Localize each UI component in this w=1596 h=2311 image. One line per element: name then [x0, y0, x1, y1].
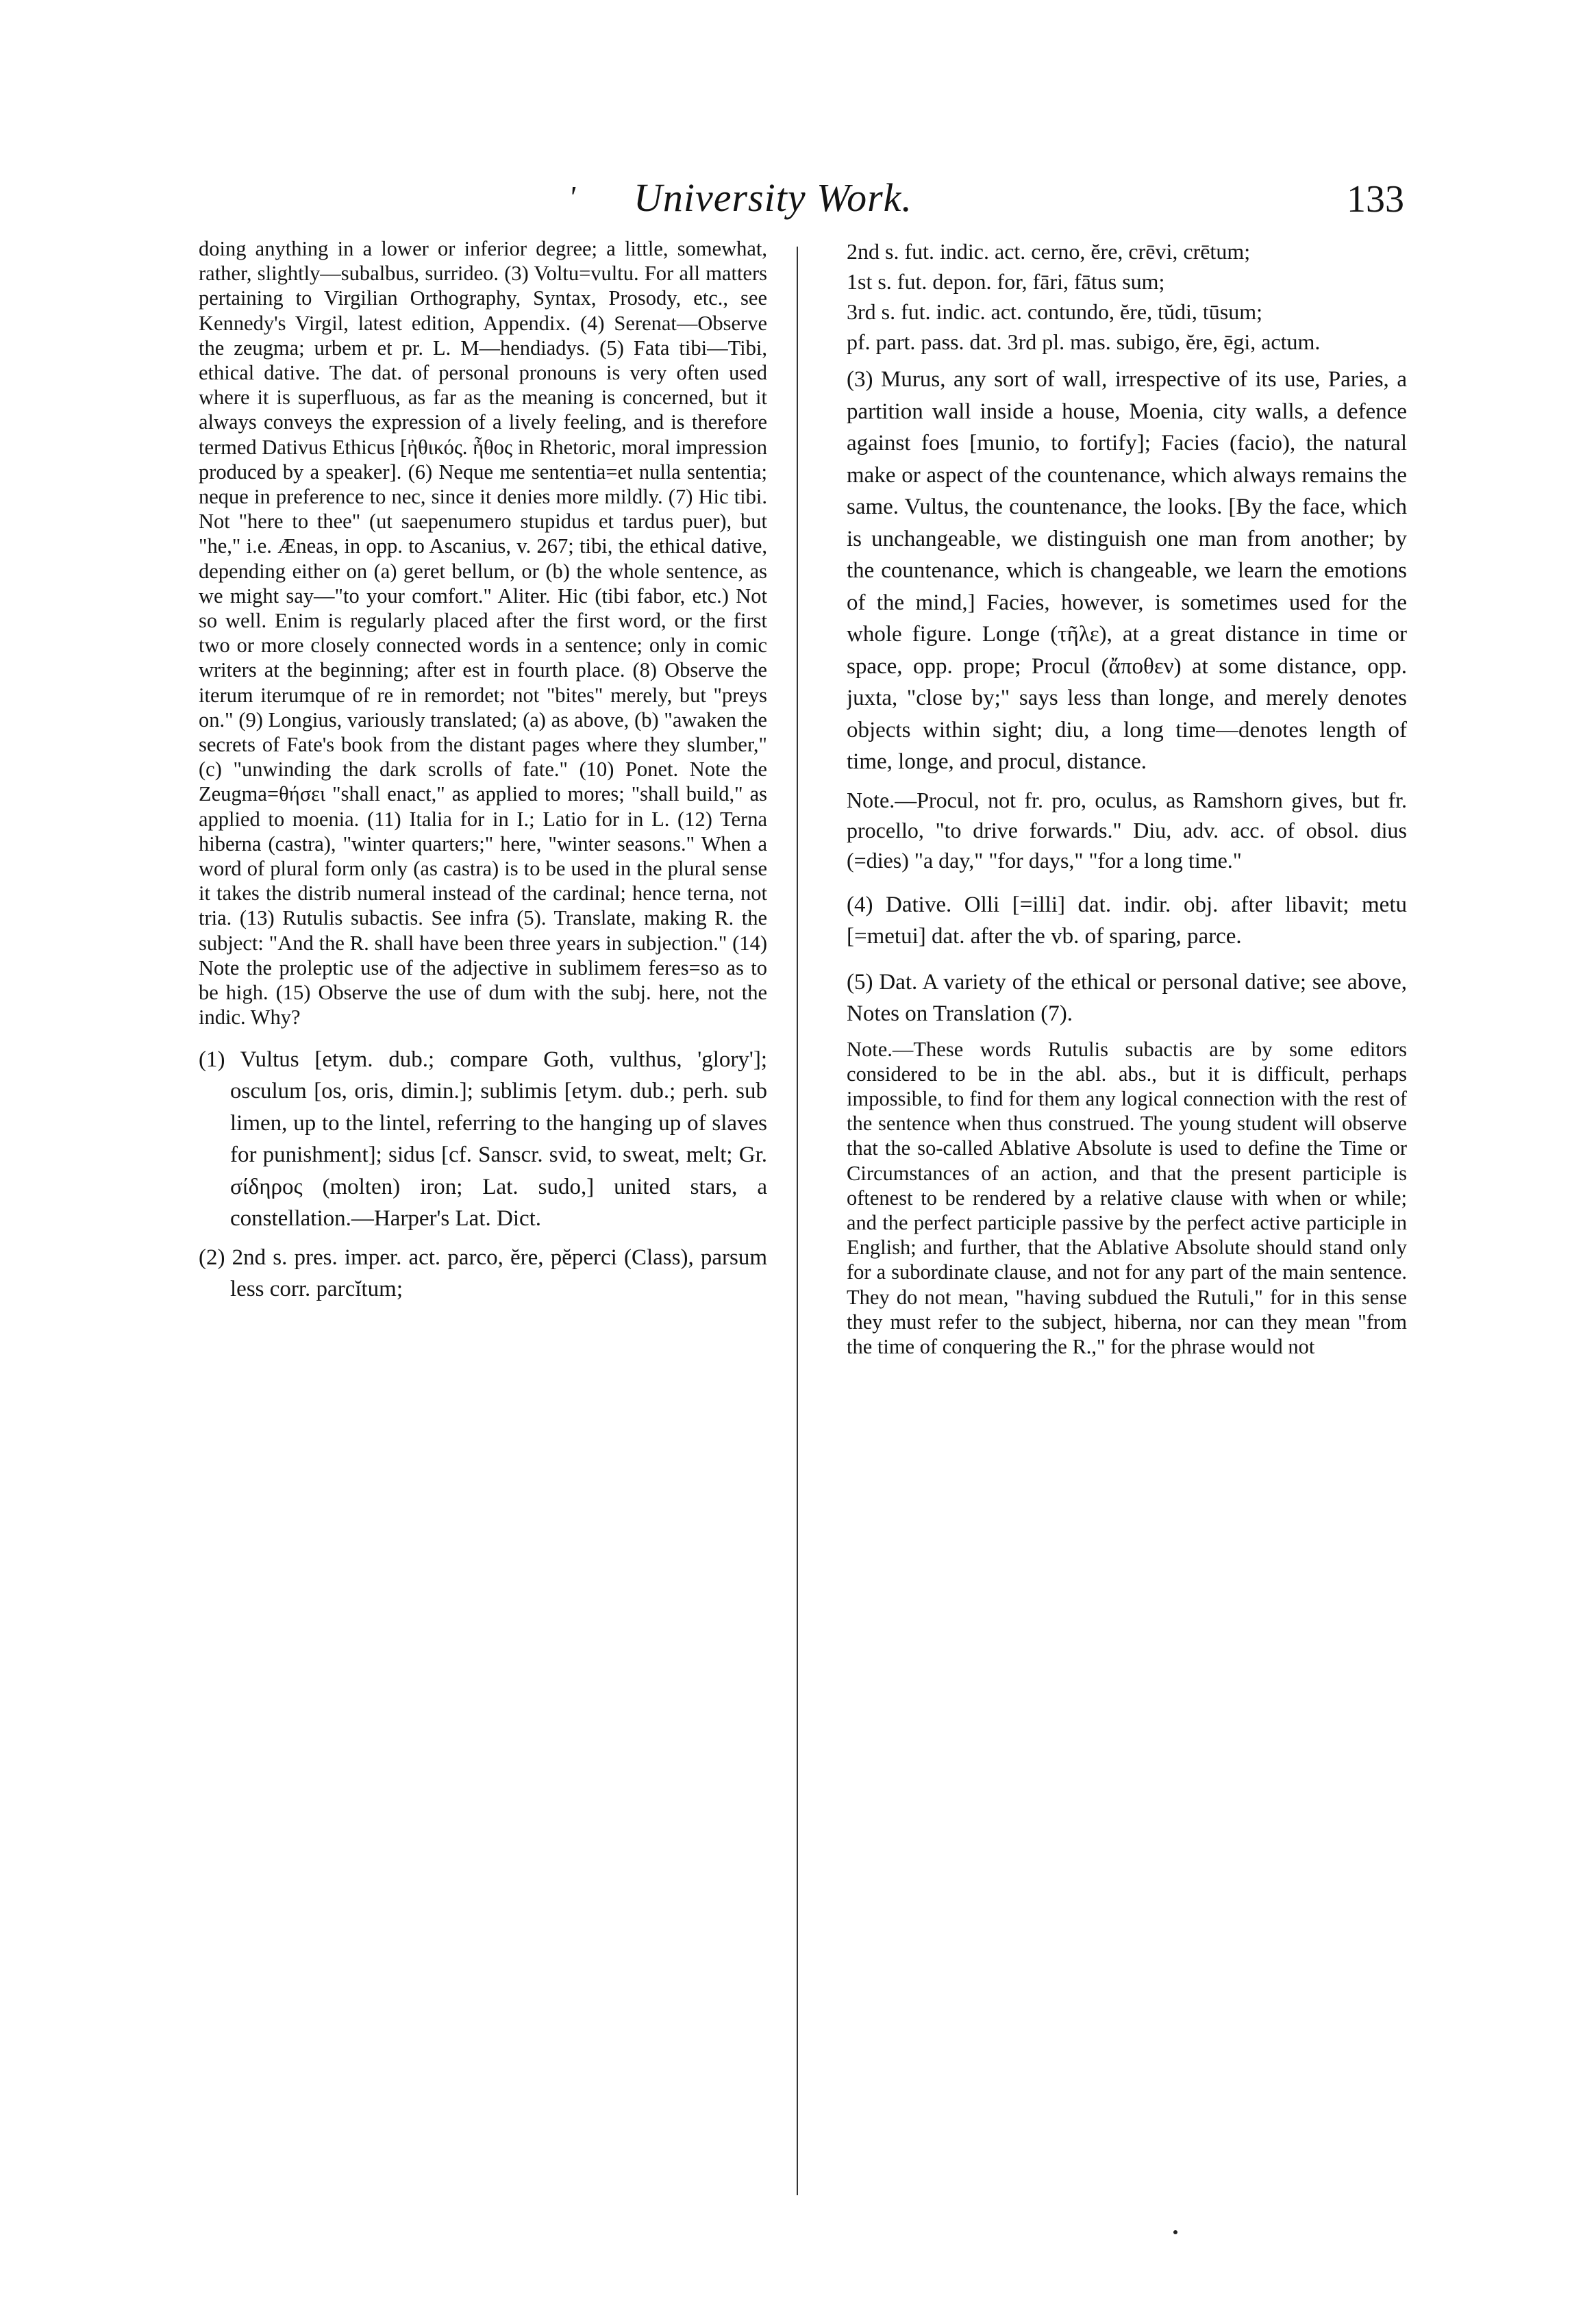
grammar-note-4: (4) Dative. Olli [=illi] dat. indir. obj. after libavit; metu [=metui] dat. after the vb. of sparing, parce.	[847, 892, 1407, 949]
parsing-line-for: 1st s. fut. depon. for, fāri, fātus sum;	[847, 269, 1165, 294]
printer-dot	[1173, 2230, 1177, 2234]
running-title: University Work.	[634, 175, 912, 220]
page-number: 133	[1347, 178, 1404, 221]
right-column	[847, 236, 1407, 2209]
parsing-line-contundo: 3rd s. fut. indic. act. contundo, ĕre, tŭdi, tūsum;	[847, 299, 1262, 324]
grammar-note-5: (5) Dat. A variety of the ethical or personal dative; see above, Notes on Translation (7).	[847, 969, 1407, 1026]
header-mark: '	[569, 179, 575, 214]
note-rutulis-subactis: Note.—These words Rutulis subactis are by some editors considered to be in the abl. abs., but it is difficult, perhaps impossible, to find for them any logical connection with the rest of the sentence when thus construed. The young student will observe that the so-called Ablative Absolute is used to define the Time or Circumstances of an action, and that the present participle is oftenest to be rendered by a relative clause with when or while; and the perfect participle passive by the perfect active participle in English; and further, that the Ablative Absolute should stand only for a subordinate clause, and not for any part of the main sentence. They do not mean, "having subdued the Rutuli," for in this sense they must refer to the subject, hiberna, nor can they mean "from the time of conquering the R.," for the phrase would not	[847, 1037, 1407, 1358]
column-divider	[797, 247, 798, 2195]
running-header	[569, 175, 1404, 236]
note-procul: Note.—Procul, not fr. pro, oculus, as Ramshorn gives, but fr. procello, "to drive forwards." Diu, adv. acc. of obsol. dius (=dies) "a day," "for days," "for a long time."	[847, 787, 1407, 873]
parsing-line-subigo: pf. part. pass. dat. 3rd pl. mas. subigo, ĕre, ēgi, actum.	[847, 329, 1321, 354]
grammar-note-1: (1) Vultus [etym. dub.; compare Goth, vulthus, 'glory']; osculum [os, oris, dimin.]; sublimis [etym. dub.; perh. sub limen, up to the lintel, referring to the hanging up of slaves for punishment]; sidus [cf. Sanscr. svid, to sweat, melt; Gr. σίδηρος (molten) iron; Lat. sudo,] united stars, a constellation.—Harper's Lat. Dict.	[199, 1047, 767, 1231]
notes-on-translation-continued: doing anything in a lower or inferior degree; a little, somewhat, rather, slightly—subalbus, surrideo. (3) Voltu=vultu. For all matters pertaining to Virgilian Orthography, Syntax, Prosody, etc., see Kennedy's Virgil, latest edition, Appendix. (4) Serenat—Observe the zeugma; urbem et pr. L. M—hendiadys. (5) Fata tibi—Tibi, ethical dative. The dat. of personal pronouns is very often used where it is superfluous, as far as the meaning is concerned, but it always conveys the expression of a lively feeling, and is therefore termed Dativus Ethicus [ἠθικός. ἦθος in Rhetoric, moral impression produced by a speaker]. (6) Neque me sententia=et nulla sententia; neque in preference to nec, since it denies more mildly. (7) Hic tibi. Not "here to thee" (ut saepenumero stupidus et tardus puer), but "he," i.e. Æneas, in opp. to Ascanius, v. 267; tibi, the ethical dative, depending either on (a) geret bellum, or (b) the whole sentence, as we might say—"to your comfort." Aliter. Hic (tibi fabor, etc.) Not so well. Enim is regularly placed after the first word, or the first two or more closely connected words in a sentence; only in comic writers at the beginning; after est in fourth place. (8) Observe the iterum iterumque of re in remordet; not "bites" merely, but "preys on." (9) Longius, variously translated; (a) as above, (b) "awaken the secrets of Fate's book from the distant pages where they slumber," (c) "unwinding the dark scrolls of fate." (10) Ponet. Note the Zeugma=θήσει "shall enact," as applied to mores; "shall build," as applied to moenia. (11) Italia for in I.; Latio for in L. (12) Terna hiberna (castra), "winter quarters;" here, "winter seasons." When a word of plural form only (as castra) is to be used in the plural sense it takes the distrib numeral instead of the cardinal; hence terna, not tria. (13) Rutulis subactis. See infra (5). Translate, making R. the subject: "And the R. shall have been three years in subjection." (14) Note the proleptic use of the adjective in sublimem feres=so as to be high. (15) Observe the use of dum with the subj. here, not the indic. Why?	[199, 237, 767, 1029]
synonyms-note-3: (3) Murus, any sort of wall, irrespective of its use, Paries, a partition wall inside a house, Moenia, city walls, a defence against foes [munio, to fortify]; Facies (facio), the natural make or aspect of the countenance, which always remains the same. Vultus, the countenance, the looks. [By the face, which is unchangeable, we distinguish one man from another; by the countenance, which is changeable, we learn the emotions of the mind,] Facies, however, is sometimes used for the whole figure. Longe (τῆλε), at a great distance in time or space, opp. prope; Procul (ἄποθεν) at some distance, opp. juxta, "close by;" says less than longe, and merely denotes objects within sight; diu, a long time—denotes length of time, longe, and procul, distance.	[847, 367, 1407, 774]
left-column	[199, 236, 767, 2209]
grammar-note-2: (2) 2nd s. pres. imper. act. parco, ĕre, pĕperci (Class), parsum less corr. parcĭtum;	[199, 1245, 767, 1301]
parsing-line-cerno: 2nd s. fut. indic. act. cerno, ĕre, crēvi, crētum;	[847, 239, 1251, 264]
